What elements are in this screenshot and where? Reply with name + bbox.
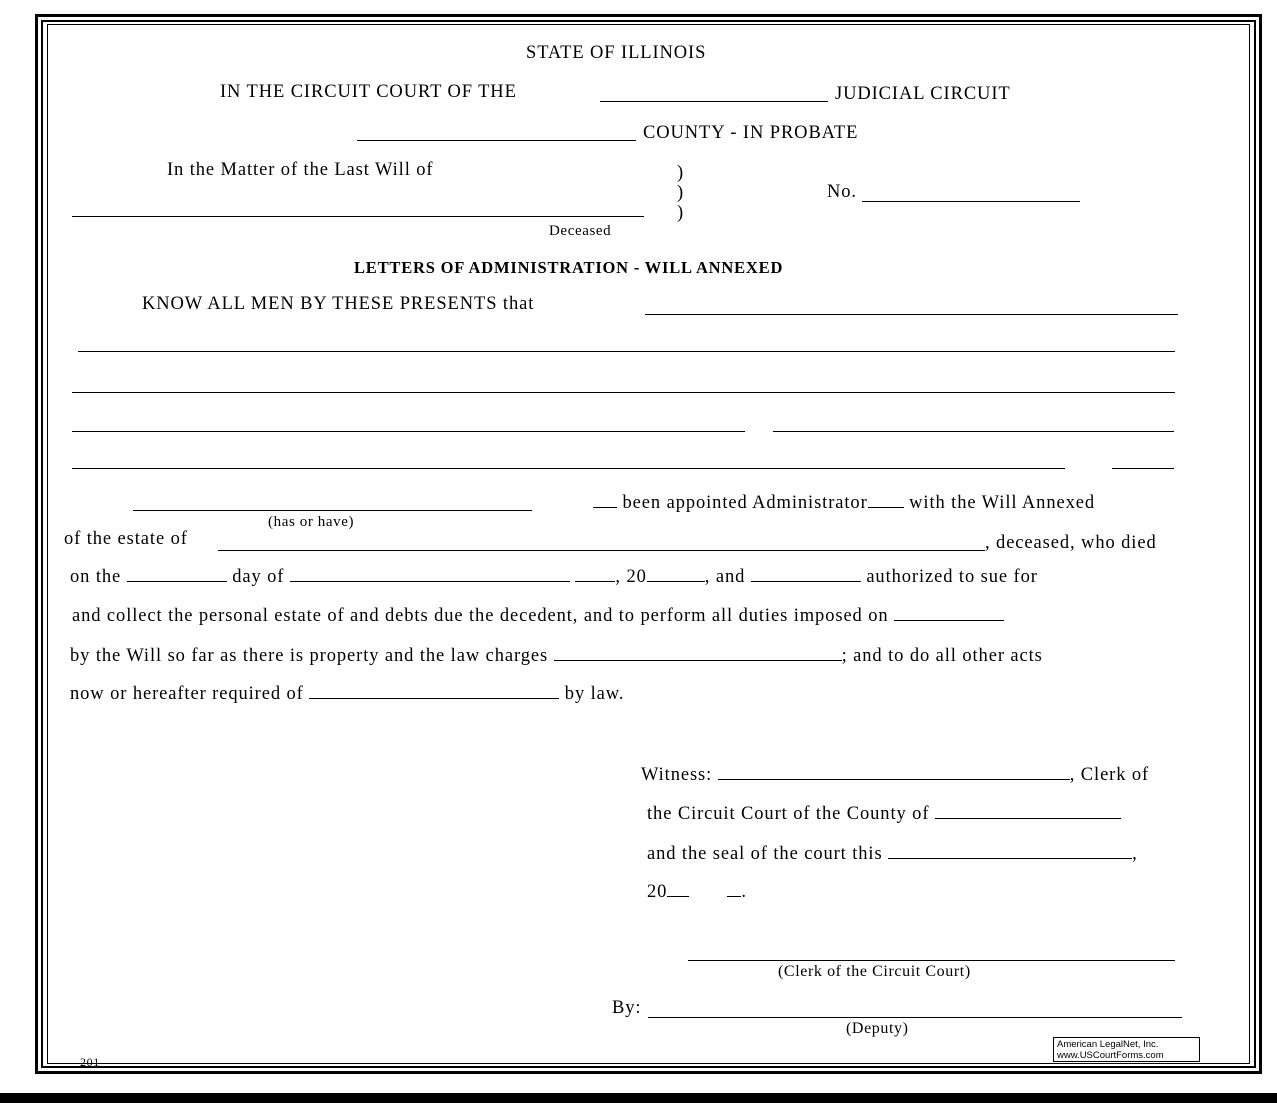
- witness-year-blank[interactable]: [667, 882, 689, 897]
- required-of-text: now or hereafter required of: [70, 684, 304, 704]
- logo-line-2: www.USCourtForms.com: [1057, 1050, 1164, 1061]
- year-line: [647, 882, 747, 902]
- matter-label: In the Matter of the Last Will of: [167, 160, 434, 180]
- witness-county-blank[interactable]: [935, 804, 1121, 819]
- has-or-have-blank[interactable]: [133, 510, 532, 511]
- case-no-label: No.: [827, 182, 857, 202]
- month-blank-2[interactable]: [575, 567, 615, 582]
- authorized-text: authorized to sue for: [866, 567, 1038, 587]
- state-heading: STATE OF ILLINOIS: [526, 43, 707, 63]
- blank-line[interactable]: [72, 468, 1065, 469]
- circuit-court-text: the Circuit Court of the County of: [647, 804, 930, 824]
- county-probate: COUNTY - IN PROBATE: [643, 123, 859, 143]
- blank-line[interactable]: [773, 431, 1174, 432]
- on-the-text: on the: [70, 567, 122, 587]
- blank-line[interactable]: [72, 392, 1175, 393]
- form-number: 201: [80, 1055, 100, 1069]
- judicial-circuit-blank[interactable]: [600, 101, 828, 102]
- blank-line[interactable]: [1112, 468, 1174, 469]
- and-text: , and: [704, 567, 746, 587]
- month-blank[interactable]: [290, 567, 570, 582]
- county-blank[interactable]: [357, 140, 636, 141]
- seal-date-blank[interactable]: [888, 844, 1132, 859]
- form-title: LETTERS OF ADMINISTRATION - WILL ANNEXED: [354, 258, 784, 277]
- case-no-blank[interactable]: [862, 201, 1080, 202]
- witness-label: Witness:: [641, 765, 713, 785]
- court-suffix: JUDICIAL CIRCUIT: [835, 84, 1011, 104]
- charges-blank[interactable]: [554, 646, 842, 661]
- court-prefix: IN THE CIRCUIT COURT OF THE: [220, 82, 517, 102]
- by-the-will-text: by the Will so far as there is property and the law charges: [70, 646, 549, 666]
- deceased-who-died: , deceased, who died: [985, 533, 1157, 553]
- collect-line: [72, 606, 1004, 626]
- period: .: [741, 882, 747, 902]
- clerk-signature-line[interactable]: [688, 960, 1175, 961]
- is-are-blank[interactable]: [751, 567, 861, 582]
- scan-edge-bar: [0, 1093, 1277, 1103]
- will-annexed-text: with the Will Annexed: [909, 493, 1096, 513]
- paren: ): [677, 163, 685, 183]
- has-or-have-label: (has or have): [268, 514, 355, 530]
- required-blank[interactable]: [309, 684, 559, 699]
- seal-text: and the seal of the court this: [647, 844, 883, 864]
- will-line: [70, 646, 1043, 666]
- estate-of-label: of the estate of: [64, 529, 188, 549]
- seal-line: [647, 844, 1138, 864]
- day-blank[interactable]: [127, 567, 227, 582]
- know-all-men: KNOW ALL MEN BY THESE PRESENTS that: [142, 294, 535, 314]
- other-acts-text: ; and to do all other acts: [841, 646, 1043, 666]
- clerk-signature-label: (Clerk of the Circuit Court): [778, 963, 971, 980]
- deceased-label: Deceased: [549, 223, 612, 239]
- collect-text: and collect the personal estate of and debts due the decedent, and to perform all duties imposed on: [72, 606, 889, 626]
- year-prefix: 20: [647, 882, 668, 902]
- pronoun-blank[interactable]: [894, 606, 1004, 621]
- paren: ): [677, 203, 685, 223]
- clerk-of-text: , Clerk of: [1069, 765, 1150, 785]
- blank-line[interactable]: [72, 431, 745, 432]
- comma: ,: [1132, 844, 1138, 864]
- publisher-logo: [1053, 1037, 1200, 1062]
- estate-name-blank[interactable]: [218, 550, 985, 551]
- blank-line[interactable]: [78, 351, 1175, 352]
- day-of-text: day of: [232, 567, 285, 587]
- plural-blank[interactable]: [868, 493, 904, 508]
- by-law-text: by law.: [564, 684, 625, 704]
- death-date-line: [70, 567, 1038, 587]
- administrator-blank[interactable]: [645, 314, 1178, 315]
- deputy-signature-line[interactable]: [648, 1017, 1182, 1018]
- year-blank[interactable]: [647, 567, 705, 582]
- witness-year-blank-2[interactable]: [727, 882, 741, 897]
- year-prefix: , 20: [615, 567, 647, 587]
- clerk-name-blank[interactable]: [718, 765, 1070, 780]
- deputy-label: (Deputy): [846, 1020, 909, 1037]
- county-line: [647, 804, 1121, 824]
- by-label: By:: [612, 998, 642, 1018]
- logo-line-1: American LegalNet, Inc.: [1057, 1039, 1159, 1050]
- appointed-line: [593, 493, 1095, 513]
- required-line: [70, 684, 624, 704]
- witness-line: [641, 765, 1149, 785]
- deceased-name-blank[interactable]: [72, 216, 644, 217]
- appointed-text: been appointed Administrator: [622, 493, 868, 513]
- paren: ): [677, 183, 685, 203]
